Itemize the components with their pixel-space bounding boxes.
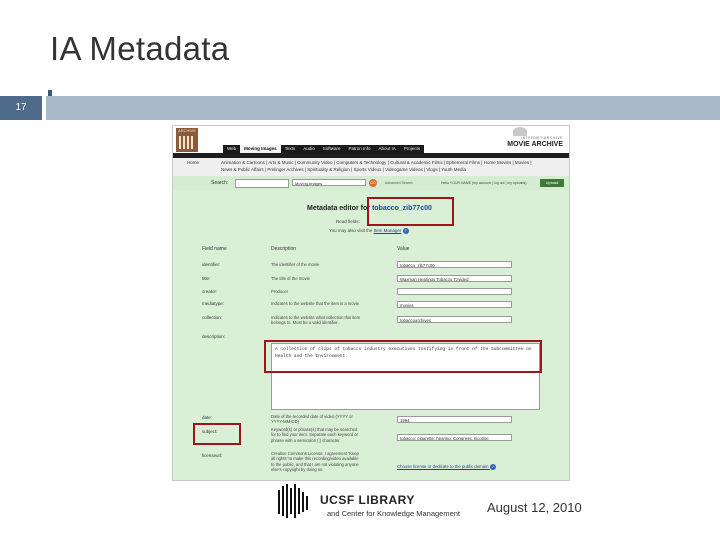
- search-label: Search:: [211, 180, 229, 186]
- tab-moving-images[interactable]: Moving Images: [240, 145, 281, 153]
- license-help-icon[interactable]: ?: [491, 464, 494, 469]
- subject-desc: Keyword(s) or phrase(s) that may be searched for to find your item. Separate each keyword or phrase with a semicolon (;) character.: [271, 427, 359, 443]
- go-button[interactable]: GO: [370, 181, 376, 185]
- mediatype-desc: Indicates to the website that the item is a movie.: [271, 301, 361, 306]
- slide-number: 17: [0, 96, 42, 120]
- identifier-field[interactable]: tobacco_zib77c00: [397, 261, 512, 268]
- date-label: date:: [202, 415, 213, 420]
- collection-label: collection:: [202, 315, 223, 320]
- ia-logo-text: ARCHIVE: [178, 128, 196, 133]
- mediatype-label: mediatype:: [202, 301, 225, 306]
- tab-texts[interactable]: Texts: [281, 145, 300, 153]
- title-label: title:: [202, 276, 211, 281]
- help-icon[interactable]: ?: [404, 228, 407, 233]
- header-bar: [46, 96, 720, 120]
- nav-tabs: [223, 145, 424, 153]
- description-label: description:: [202, 334, 226, 339]
- license-link-text[interactable]: Choose license or dedicate to the public domain: [397, 464, 489, 470]
- library-subtitle: and Center for Knowledge Management: [327, 509, 461, 518]
- tab-software[interactable]: Software: [319, 145, 345, 153]
- mediatype-field[interactable]: movies: [397, 301, 512, 308]
- search-input[interactable]: [235, 179, 289, 188]
- tab-patron-info[interactable]: Patron Info: [344, 145, 374, 153]
- date-desc: Date of the recorded date of video (YYYY or YYYY-MM-DD): [271, 414, 353, 425]
- category-links-1[interactable]: Animation & Cartoons | Arts & Music | Community Video | Computers & Technology | Cultural & Academic Films | Ephemeral Films | Home Movies | Movies |: [221, 160, 532, 165]
- creator-desc: Producer: [271, 289, 288, 294]
- upload-button[interactable]: Upload: [540, 179, 564, 187]
- advanced-search-link[interactable]: Advanced Search: [385, 181, 413, 185]
- ia-logo: [176, 128, 198, 152]
- subject-label: subject:: [202, 429, 218, 434]
- slide-title: IA Metadata: [50, 30, 230, 67]
- creator-label: creator:: [202, 289, 218, 294]
- tab-web[interactable]: Web: [223, 145, 240, 153]
- creator-field[interactable]: [397, 288, 512, 295]
- read-fields-note: Read fields:: [336, 219, 360, 224]
- logo-small-text: INTERNET ARCHIVE: [521, 136, 563, 140]
- title-field[interactable]: Waxman Hearings Tobacco Tzvided: [397, 275, 512, 282]
- description-textarea[interactable]: A collection of clips of tobacco industry executives testifying in front of the Subcommittee on Health and the Environment.: [271, 343, 540, 410]
- search-scope-select[interactable]: Moving Images: [292, 179, 366, 186]
- home-link[interactable]: Home: [187, 160, 200, 165]
- archive-building-icon: [513, 127, 527, 136]
- title-desc: The title of the movie: [271, 276, 310, 281]
- tab-about-ia[interactable]: About IA: [375, 145, 400, 153]
- identifier-desc: The identifier of the movie: [271, 262, 320, 267]
- category-links-2[interactable]: News & Public Affairs | Prelinger Archives | Spirituality & Religion | Sports Videos | Videogame Videos | Vlogs | Youth Media: [221, 167, 467, 172]
- tab-audio[interactable]: Audio: [299, 145, 319, 153]
- col-value: Value: [397, 246, 410, 252]
- item-manager-note: [329, 228, 409, 234]
- account-greeting[interactable]: Hello YOUR NAME (my account | log out | my uploads): [441, 181, 527, 185]
- category-bar: [173, 158, 569, 176]
- form-title-prefix: Metadata editor for: [307, 205, 372, 212]
- site-header: [173, 126, 569, 153]
- ucsf-library-logo-icon: [276, 482, 314, 520]
- search-bar: [173, 176, 569, 190]
- collection-field[interactable]: tobaccoarchives: [397, 316, 512, 323]
- col-description: Description: [271, 246, 297, 252]
- item-manager-prefix: You may also visit the: [329, 228, 374, 234]
- tab-projects[interactable]: Projects: [400, 145, 424, 153]
- metadata-editor-screenshot: [172, 125, 570, 481]
- item-manager-link[interactable]: Item Manager: [373, 228, 402, 234]
- identifier-label: identifier:: [202, 262, 221, 267]
- subject-field[interactable]: tobacco; cigarette; hearing; Congress; nicotine: [397, 434, 512, 441]
- license-desc: Creative Commons License: I agreement 'Keep all rights' to make this recording/video available to the public, and that I am not violating anyone else's copyright by doing so.: [271, 451, 359, 473]
- slide-date: August 12, 2010: [487, 500, 582, 515]
- highlight-identifier: [367, 197, 454, 226]
- col-field-name: Field name: [202, 246, 227, 252]
- pillar-icon: [179, 136, 195, 149]
- date-field[interactable]: 1994: [397, 416, 512, 423]
- license-label: licenseurl:: [202, 453, 223, 458]
- highlight-description: [264, 340, 542, 373]
- movie-archive-logo: MOVIE ARCHIVE: [507, 141, 563, 148]
- collection-desc: Indicates to the website what collection this item belongs to. Must be a valid identifier.: [271, 315, 361, 326]
- library-name: UCSF LIBRARY: [320, 493, 415, 507]
- license-link[interactable]: [397, 464, 496, 470]
- item-identifier: tobacco_zib77c00: [371, 205, 432, 212]
- highlight-subject: [193, 423, 241, 445]
